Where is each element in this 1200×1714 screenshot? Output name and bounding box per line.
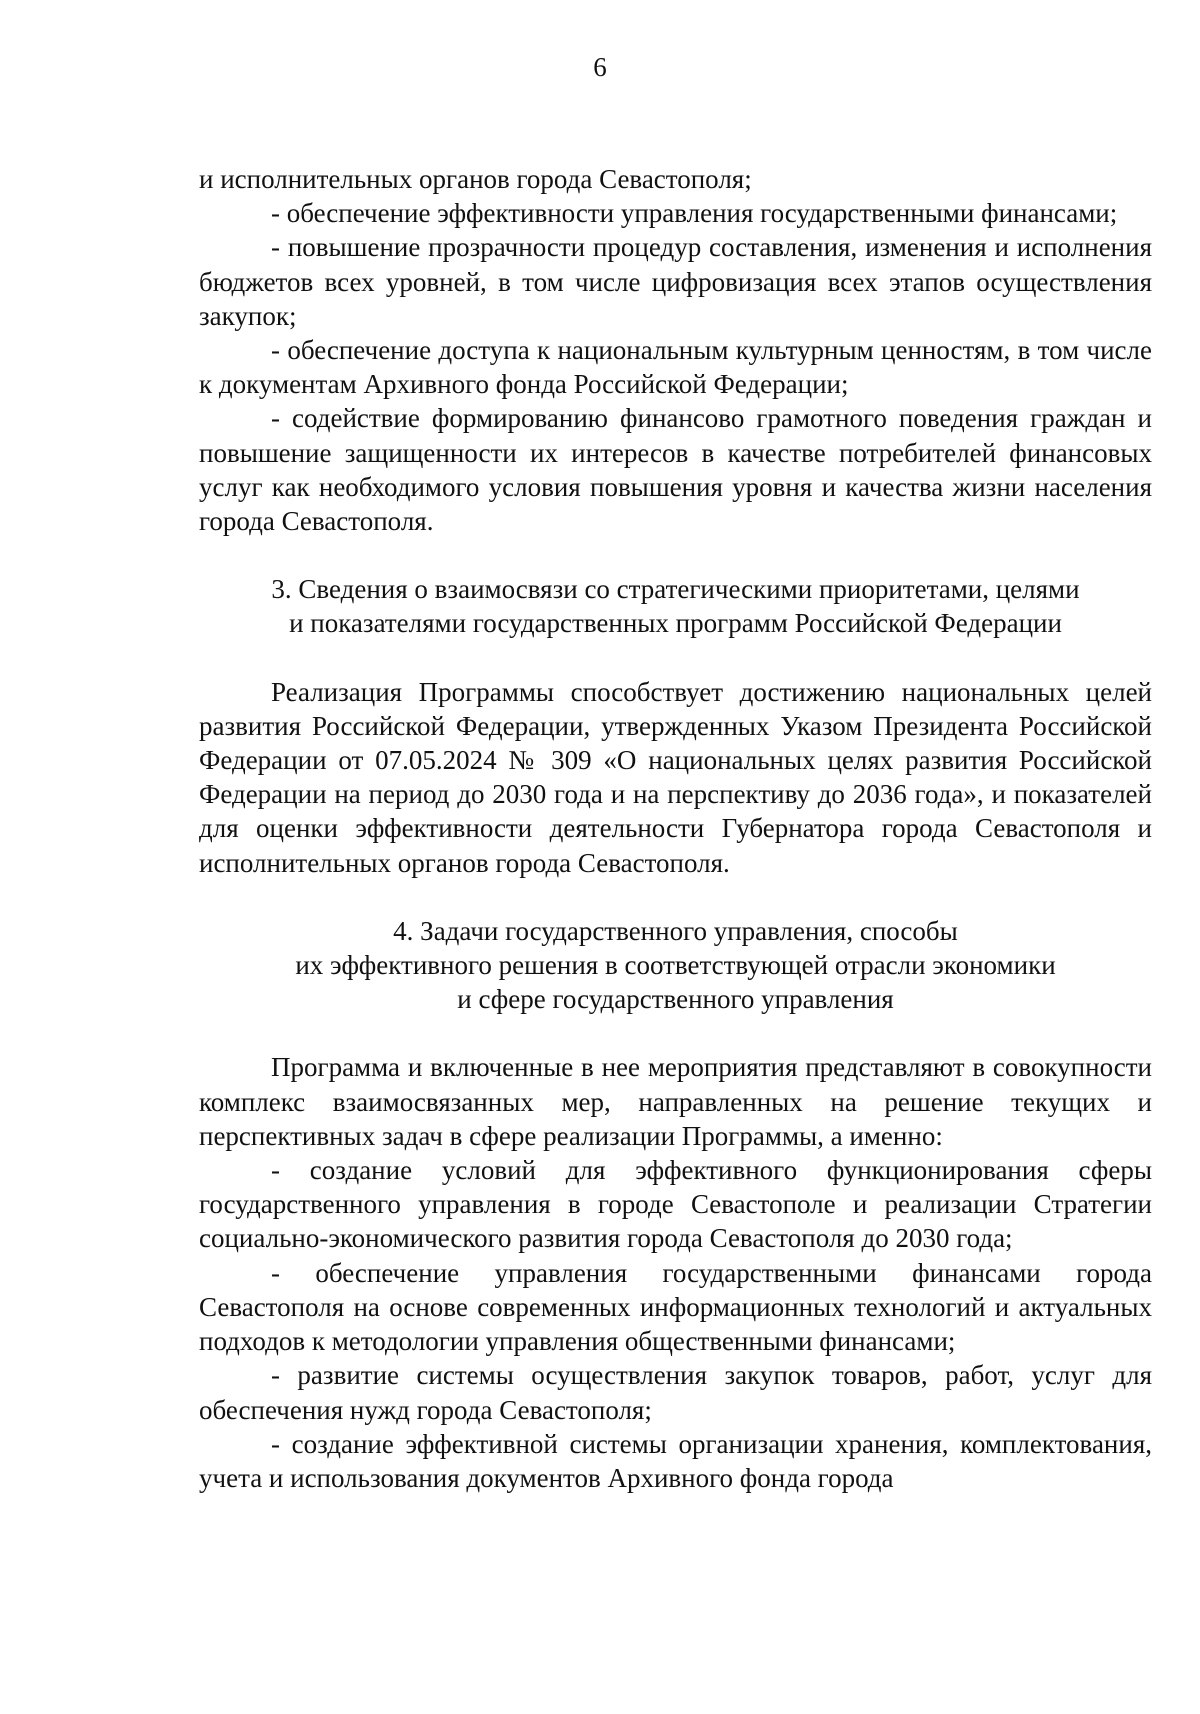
heading-line: и сфере государственного управления <box>457 984 894 1015</box>
section-4-intro: Программа и включенные в нее мероприятия представляют в совокупности комплекс взаимосвязанных мер, направленных на решение текущих и перспективных задач в сфере реализации Программы, а именно: <box>199 1052 1152 1151</box>
list-item: - обеспечение доступа к национальным культурным ценностям, в том числе к документам Архивного фонда Российской Федерации; <box>199 335 1152 400</box>
list-item: - создание условий для эффективного функционирования сферы государственного управления в городе Севастополе и реализации Стратегии социально-экономического развития города Севастополя до 2030 года; <box>199 1155 1152 1254</box>
heading-line: и показателями государственных программ Российской Федерации <box>289 608 1062 639</box>
continuation-line: и исполнительных органов города Севастополя; <box>199 164 752 194</box>
list-item: - содействие формированию финансово грамотного поведения граждан и повышение защищенности их интересов в качестве потребителей финансовых услуг как необходимого условия повышения уровня и качества жизни населения города Севастополя. <box>199 403 1152 537</box>
section-4-heading <box>199 914 1152 1017</box>
heading-line: 3. Сведения о взаимосвязи со стратегическими приоритетами, целями <box>271 574 1080 605</box>
heading-line: их эффективного решения в соответствующей отрасли экономики <box>295 950 1056 981</box>
page-number: 6 <box>593 52 607 82</box>
list-item: - обеспечение эффективности управления государственными финансами; <box>271 198 1118 229</box>
spacer <box>199 538 1152 572</box>
spacer <box>199 641 1152 675</box>
spacer <box>199 1016 1152 1050</box>
section-3-heading <box>199 572 1152 640</box>
heading-line: 4. Задачи государственного управления, способы <box>393 915 958 946</box>
list-item: - развитие системы осуществления закупок товаров, работ, услуг для обеспечения нужд города Севастополя; <box>199 1360 1152 1425</box>
list-item: - повышение прозрачности процедур составления, изменения и исполнения бюджетов всех уровней, в том числе цифровизация всех этапов осуществления закупок; <box>199 232 1152 331</box>
list-item: - создание эффективной системы организации хранения, комплектования, учета и использования документов Архивного фонда города <box>199 1428 1152 1493</box>
page-body <box>199 162 1152 1495</box>
spacer <box>199 880 1152 914</box>
section-3-paragraph: Реализация Программы способствует достижению национальных целей развития Российской Федерации, утвержденных Указом Президента Российской Федерации от 07.05.2024 № 309 «О национальных целях развития Российской Федерации на период до 2030 года и на перспективу до 2036 года», и показателей для оценки эффективности деятельности Губернатора города Севастополя и исполнительных органов города Севастополя. <box>199 676 1152 878</box>
list-item: - обеспечение управления государственными финансами города Севастополя на основе современных информационных технологий и актуальных подходов к методологии управления общественными финансами; <box>199 1257 1152 1357</box>
